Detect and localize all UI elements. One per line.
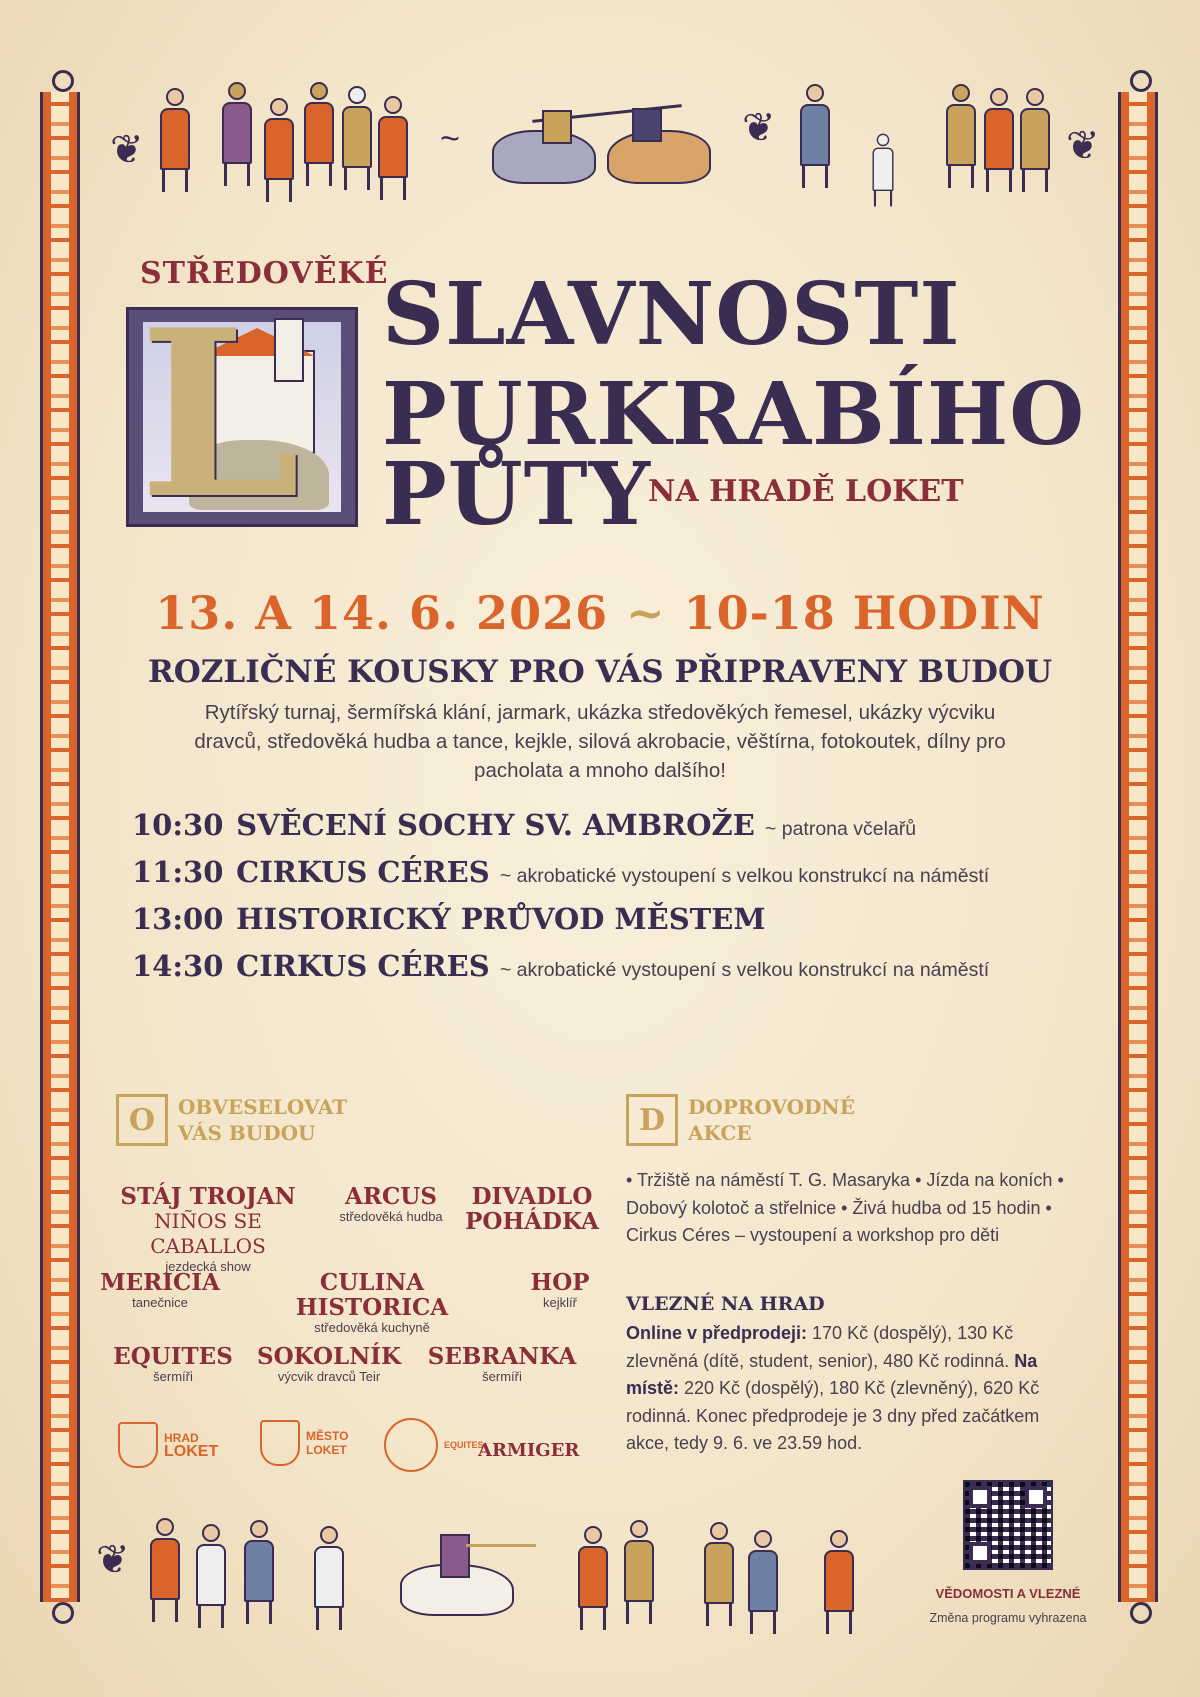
figure-illustration (624, 1520, 654, 1624)
title-line-1: SLAVNOSTI (382, 264, 961, 365)
right-ornamental-border (1118, 92, 1158, 1602)
schedule-item: 14:30 CIRKUS CÉRES ~ akrobatické vystoupení s velkou konstrukcí na náměstí (132, 949, 990, 983)
figure-illustration (196, 1524, 226, 1628)
location-subtitle: NA HRADĚ LOKET (648, 474, 964, 509)
jousting-knights-illustration (492, 100, 712, 186)
schedule-item: 11:30 CIRKUS CÉRES ~ akrobatické vystoupení s velkou konstrukcí na náměstí (132, 855, 990, 889)
figure-illustration (160, 88, 190, 192)
horse-rider-trumpet-illustration (400, 1534, 540, 1614)
performers-section-title: OBVESELOVAT VÁS BUDOU (178, 1095, 348, 1145)
figure-illustration (946, 84, 976, 188)
town-crest-icon (260, 1420, 300, 1466)
program-change-note: Změna programu vyhrazena (929, 1611, 1087, 1625)
initial-letter-l: L (139, 307, 301, 527)
castle-crest-icon (118, 1422, 158, 1468)
figure-illustration (342, 86, 372, 190)
illuminated-initial-castle (126, 307, 358, 527)
figure-illustration (578, 1526, 608, 1630)
performer-entry: HOP kejklíř (530, 1269, 590, 1310)
performer-entry: SEBRANKA šermíři (427, 1343, 577, 1384)
figure-illustration (222, 82, 252, 186)
performer-entry: CULINA HISTORICA středověká kuchyně (295, 1269, 449, 1335)
separator-ornament: ~ (626, 586, 666, 640)
figure-illustration (378, 96, 408, 200)
left-ornamental-border (40, 92, 80, 1602)
performer-entry: STÁJ TROJAN NIÑOS SE CABALLOS jezdecká show (120, 1183, 296, 1274)
figure-illustration (150, 1518, 180, 1622)
performer-entry: EQUITES šermíři (113, 1343, 233, 1384)
performer-entry: MERICIA tanečnice (100, 1269, 220, 1310)
vine-ornament-icon: ❦ (742, 106, 776, 150)
program-intro: Rytířský turnaj, šermířská klání, jarmark, ukázka středověkých řemesel, ukázky výcviku dravců, středověká hudba a tance, kejkle, silová akrobacie, věštírna, fotokoutek, dílny pro pacholata a mnoho dalšího! (194, 701, 1006, 782)
partner-logo-mesto-loket: MĚSTO LOKET (260, 1420, 348, 1466)
figure-illustration (748, 1530, 778, 1634)
figure-illustration (264, 98, 294, 202)
admission-info: Online v předprodeji: 170 Kč (dospělý), 130 Kč zlevněná (dítě, student, senior), 480 Kč rodinná. Na místě: 220 Kč (dospělý), 180 Kč (zlevněný), 620 Kč rodinná. Konec předprodeje je 3 dny před začátkem akce, tedy 9. 6. ve 23.59 hod. (626, 1323, 1040, 1453)
side-events-title: DOPROVODNÉ AKCE (688, 1095, 855, 1145)
ornament-letter-icon: O (116, 1094, 168, 1146)
performer-entry: ARCUS středověká hudba (339, 1183, 443, 1224)
ornament-letter-icon: D (626, 1094, 678, 1146)
title-line-2: PURKRABÍHO (382, 364, 1086, 465)
schedule-item: 10:30 SVĚCENÍ SOCHY SV. AMBROŽE ~ patrona včelařů (132, 808, 917, 842)
event-dates: 13. A 14. 6. 2026 (155, 586, 609, 640)
figure-illustration (304, 82, 334, 186)
event-date-time (0, 586, 1200, 640)
title-line-3: PŮTY (382, 444, 652, 545)
side-events-header (626, 1094, 858, 1146)
vine-ornament-icon: ❦ (1066, 124, 1100, 168)
qr-code[interactable] (963, 1480, 1053, 1570)
figure-illustration (314, 1526, 344, 1630)
schedule-item: 13:00 HISTORICKÝ PRŮVOD MĚSTEM (132, 902, 766, 936)
title-kicker: STŘEDOVĚKÉ (140, 256, 389, 291)
performer-entry: SOKOLNÍK výcvik dravců Teir (257, 1343, 401, 1384)
partner-logo-hrad-loket: HRAD LOKET (118, 1422, 218, 1468)
program-subheading: ROZLIČNÉ KOUSKY PRO VÁS PŘIPRAVENY BUDOU (148, 654, 1052, 690)
performer-entry: DIVADLO POHÁDKA (465, 1183, 599, 1235)
vine-ornament-icon: ❦ (110, 128, 144, 172)
vine-ornament-icon: ~ (440, 120, 460, 158)
event-hours: 10-18 HODIN (683, 586, 1045, 640)
partner-logo-equites: EQUITES (384, 1418, 484, 1472)
figure-illustration (984, 88, 1014, 192)
figure-illustration (1020, 88, 1050, 192)
side-events-text: • Tržiště na náměstí T. G. Masaryka • Jízda na koních • Dobový kolotoč a střelnice • Živá hudba od 15 hodin • Cirkus Céres – vystoupení a workshop pro děti (626, 1170, 1064, 1245)
vine-ornament-icon: ❦ (96, 1538, 130, 1582)
figure-illustration (873, 134, 894, 207)
partner-logo-armiger: ARMIGER (478, 1440, 580, 1461)
qr-caption: VĚDOMOSTI A VLEZNÉ (935, 1586, 1081, 1601)
figure-illustration (824, 1530, 854, 1634)
equites-seal-icon (384, 1418, 438, 1472)
performers-section-header (116, 1094, 348, 1146)
figure-illustration (244, 1520, 274, 1624)
figure-illustration (704, 1522, 734, 1626)
figure-illustration (800, 84, 830, 188)
admission-heading: VLEZNÉ NA HRAD (626, 1293, 825, 1315)
